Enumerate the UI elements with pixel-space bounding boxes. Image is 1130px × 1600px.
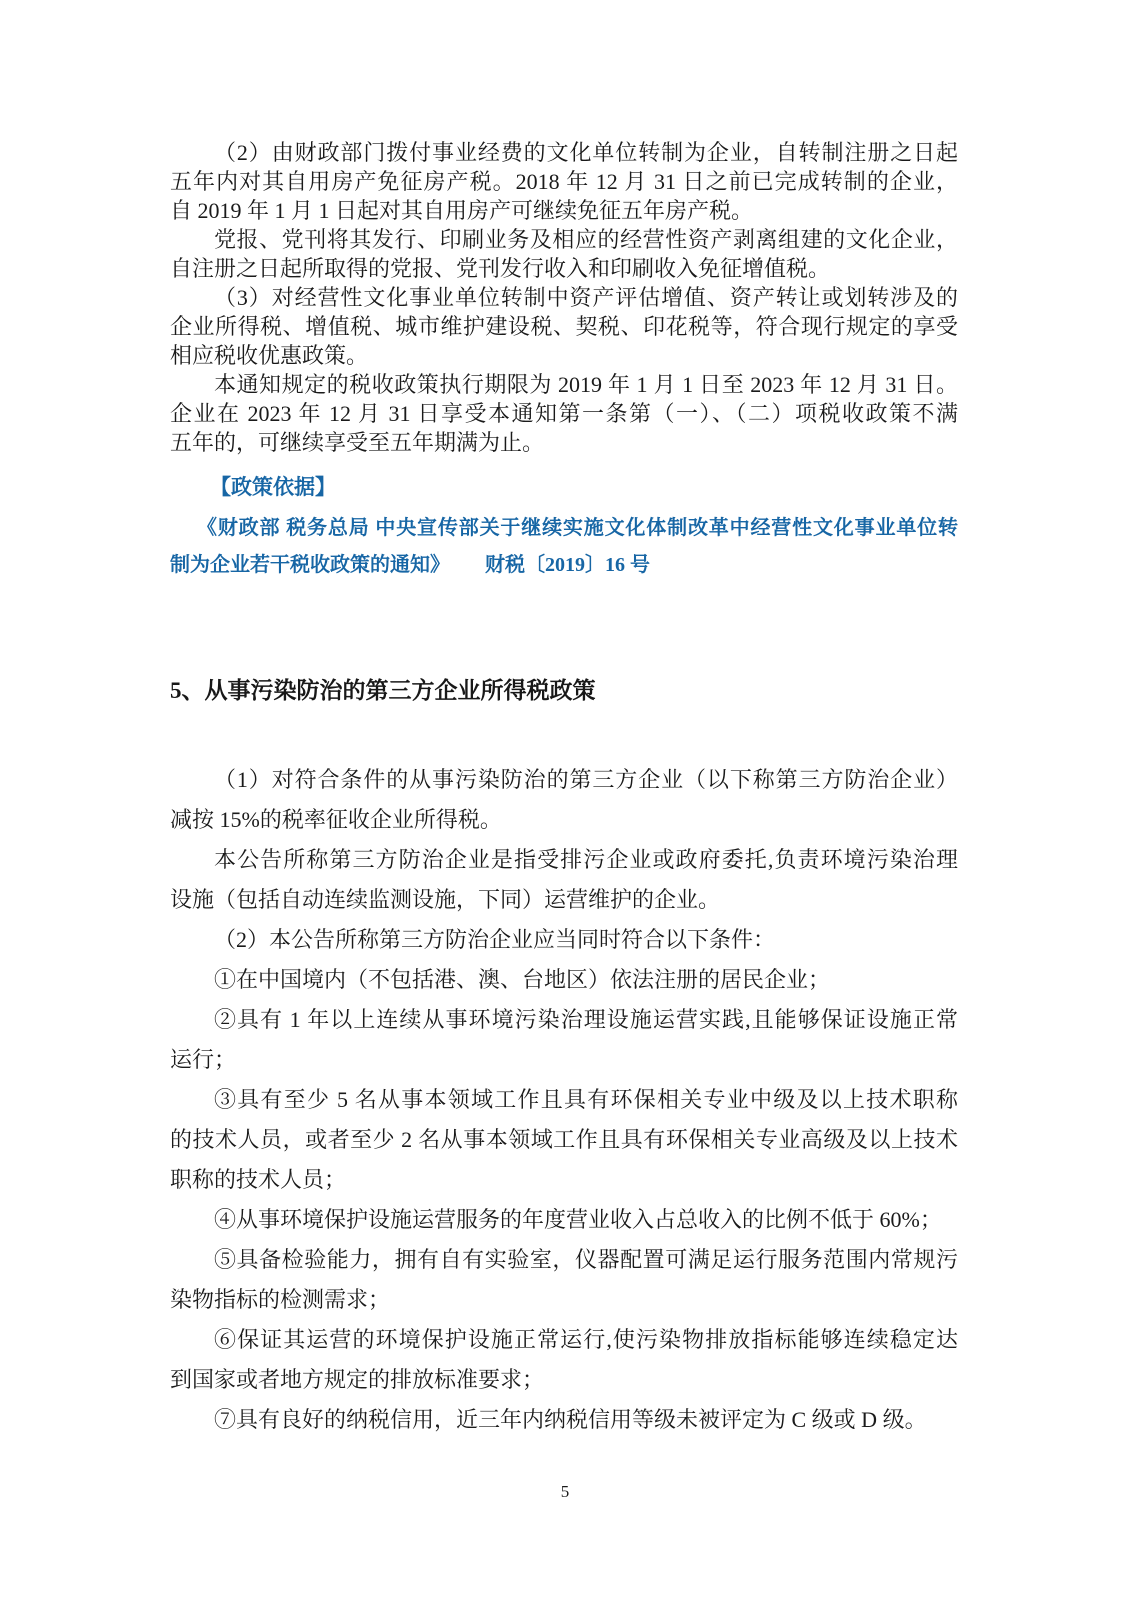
upper-paragraphs-line: 自 2019 年 1 月 1 日起对其自用房产可继续免征五年房产税。: [170, 198, 754, 223]
section-5-body: [170, 760, 958, 1440]
section-5-body-line: ⑥保证其运营的环境保护设施正常运行,使污染物排放指标能够连续稳定达: [214, 1327, 958, 1352]
upper-paragraphs-line: 党报、党刊将其发行、印刷业务及相应的经营性资产剥离组建的文化企业，: [214, 227, 958, 252]
upper-paragraphs-line: （2）由财政部门拨付事业经费的文化单位转制为企业，自转制注册之日起: [214, 140, 958, 165]
section-5-body-line: 本公告所称第三方防治企业是指受排污企业或政府委托,负责环境污染治理: [214, 847, 958, 872]
policy-basis-citation: [170, 510, 958, 584]
section-5-heading-line: 5、从事污染防治的第三方企业所得税政策: [170, 678, 596, 703]
section-5-body-line: （1）对符合条件的从事污染防治的第三方企业（以下称第三方防治企业）: [214, 767, 958, 792]
section-5-body-line: ⑤具备检验能力，拥有自有实验室，仪器配置可满足运行服务范围内常规污: [214, 1247, 958, 1272]
section-5-body-line: 设施（包括自动连续监测设施，下同）运营维护的企业。: [170, 887, 721, 912]
section-5-body-line: 染物指标的检测需求；: [170, 1287, 391, 1312]
page-number: 5: [560, 1482, 570, 1501]
section-5-heading: [170, 675, 958, 707]
section-5-body-line: 的技术人员，或者至少 2 名从事本领域工作且具有环保相关专业高级及以上技术: [170, 1127, 958, 1152]
upper-paragraphs-line: 五年的，可继续享受至五年期满为止。: [170, 430, 545, 455]
section-5-body-line: 职称的技术人员；: [170, 1167, 347, 1192]
upper-paragraphs-line: 自注册之日起所取得的党报、党刊发行收入和印刷收入免征增值税。: [170, 256, 831, 281]
upper-paragraphs-line: 相应税收优惠政策。: [170, 343, 369, 368]
policy-basis-citation-line: 《财政部 税务总局 中央宣传部关于继续实施文化体制改革中经营性文化事业单位转: [197, 517, 958, 539]
section-5-body-line: ①在中国境内（不包括港、澳、台地区）依法注册的居民企业；: [214, 967, 831, 992]
section-5-body-line: 运行；: [170, 1047, 237, 1072]
section-5-body-line: ②具有 1 年以上连续从事环境污染治理设施运营实践,且能够保证设施正常: [214, 1007, 958, 1032]
upper-paragraphs-line: （3）对经营性文化事业单位转制中资产评估增值、资产转让或划转涉及的: [214, 285, 958, 310]
section-5-body-line: ③具有至少 5 名从事本领域工作且具有环保相关专业中级及以上技术职称: [214, 1087, 958, 1112]
upper-paragraphs: [170, 138, 958, 457]
section-5-body-line: 减按 15%的税率征收企业所得税。: [170, 807, 502, 832]
policy-basis-citation-line: 制为企业若干税收政策的通知》 财税〔2019〕16 号: [170, 554, 650, 576]
upper-paragraphs-line: 企业所得税、增值税、城市维护建设税、契税、印花税等，符合现行规定的享受: [170, 314, 958, 339]
section-5-body-line: ④从事环境保护设施运营服务的年度营业收入占总收入的比例不低于 60%；: [214, 1207, 942, 1232]
policy-basis-label-line: 【政策依据】: [210, 475, 336, 499]
upper-paragraphs-line: 本通知规定的税收政策执行期限为 2019 年 1 月 1 日至 2023 年 12 月 31 日。: [214, 372, 958, 397]
upper-paragraphs-line: 企业在 2023 年 12 月 31 日享受本通知第一条第（一）、（二）项税收政策不满: [170, 401, 958, 426]
upper-paragraphs-line: 五年内对其自用房产免征房产税。2018 年 12 月 31 日之前已完成转制的企业，: [170, 169, 958, 194]
section-5-body-line: （2）本公告所称第三方防治企业应当同时符合以下条件：: [214, 927, 776, 952]
policy-basis-label: [170, 473, 958, 502]
section-5-body-line: 到国家或者地方规定的排放标准要求；: [170, 1367, 545, 1392]
section-5-body-line: ⑦具有良好的纳税信用，近三年内纳税信用等级未被评定为 C 级或 D 级。: [214, 1407, 927, 1432]
